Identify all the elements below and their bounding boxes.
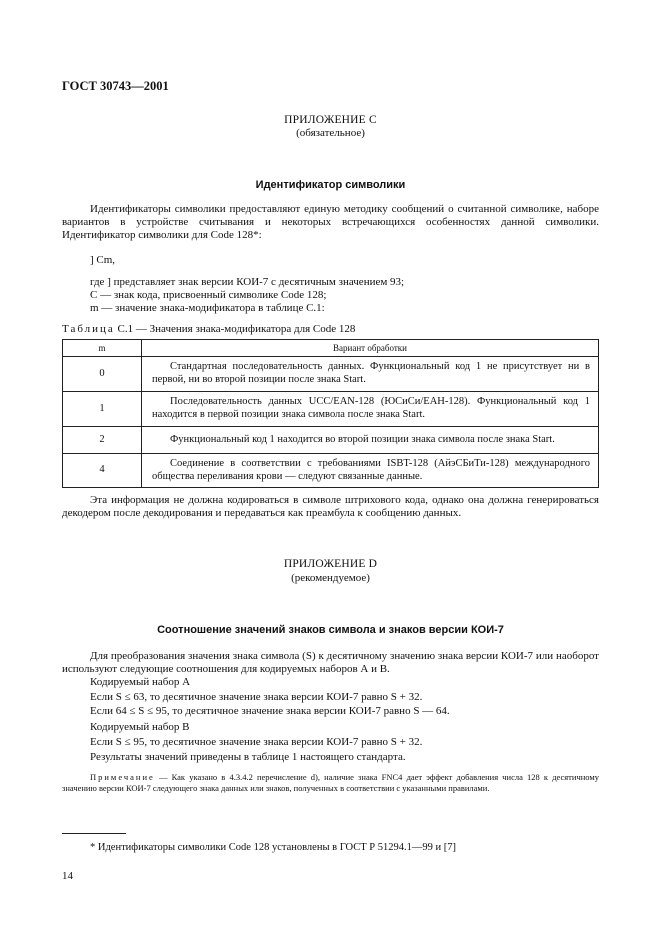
- table-cell-m: 1: [63, 392, 142, 427]
- annex-c-after-table: Эта информация не должна кодироваться в символе штрихового кода, однако она должна генерироваться декодером после декодирования и передаваться как преамбула к сообщению данных.: [62, 494, 599, 519]
- legend-line: С — знак кода, присвоенный символике Code 128;: [90, 289, 327, 301]
- identifier-formula: ] Cm,: [90, 254, 116, 266]
- annex-d-line: Кодируемый набор В: [90, 721, 190, 733]
- modifier-table: [62, 339, 599, 488]
- column-header-m: m: [63, 340, 142, 357]
- annex-d-title: ПРИЛОЖЕНИЕ D: [283, 558, 378, 570]
- table-cell-variant: Соединение в соответствии с требованиями ISBT-128 (АйэСБиТи-128) международного общества переливания крови — следуют связанные данные.: [142, 454, 599, 488]
- annex-d-line: Если S ≤ 95, то десятичное значение знака версии КОИ-7 равно S + 32.: [90, 736, 423, 748]
- annex-d-line: Если S ≤ 63, то десятичное значение знака версии КОИ-7 равно S + 32.: [90, 691, 423, 703]
- annex-d-line: Если 64 ≤ S ≤ 95, то десятичное значение знака версии КОИ-7 равно S — 64.: [90, 705, 450, 717]
- document-header: ГОСТ 30743—2001: [62, 79, 169, 93]
- annex-d-line: Кодируемый набор А: [90, 676, 191, 688]
- footnote: * Идентификаторы символики Code 128 установлены в ГОСТ Р 51294.1—99 и [7]: [90, 842, 456, 853]
- table-header-row: [63, 340, 599, 357]
- table-cell-m: 4: [63, 454, 142, 488]
- annex-c-intro: Идентификаторы символики предоставляют единую методику сообщений о считанной символике, наборе вариантов в устройстве считывания и некоторых встречающихся особенностях данной символики. Идентификатор символики для Code 128*:: [62, 203, 599, 241]
- table-caption: [62, 323, 355, 335]
- table-caption-prefix: Таблица: [62, 323, 115, 335]
- annex-d-status: (рекомендуемое): [291, 572, 370, 584]
- footnote-divider: [62, 833, 126, 834]
- annex-c-status: (обязательное): [296, 127, 365, 139]
- annex-d-note: [62, 772, 599, 794]
- table-cell-variant: Последовательность данных UCC/EAN-128 (ЮСиСи/ЕАН-128). Функциональный код 1 находится в первой позиции знака символа после знака Start.: [142, 392, 599, 427]
- annex-c-title: ПРИЛОЖЕНИЕ С: [284, 114, 377, 126]
- table-cell-variant: Стандартная последовательность данных. Функциональный код 1 не присутствует ни в первой, ни во второй позиции после знака Start.: [142, 357, 599, 392]
- table-row: [63, 427, 599, 454]
- table-cell-m: 0: [63, 357, 142, 392]
- legend-line: где ] представляет знак версии КОИ-7 с десятичным значением 93;: [90, 276, 405, 288]
- table-cell-variant: Функциональный код 1 находится во второй позиции знака символа после знака Start.: [142, 427, 599, 454]
- annex-d-line: Результаты значений приведены в таблице 1 настоящего стандарта.: [90, 751, 406, 763]
- table-caption-text: С.1 — Значения знака-модификатора для Code 128: [117, 323, 356, 335]
- note-prefix: Примечание: [90, 772, 155, 782]
- annex-d-intro: Для преобразования значения знака символа (S) к десятичному значению знака версии КОИ-7 или наоборот используют следующие соотношения для кодируемых наборов А и В.: [62, 650, 599, 675]
- note-text: — Как указано в 4.3.4.2 перечисление d), наличие знака FNC4 дает эффект добавления числа 128 к десятичному значению версии КОИ-7 следующего знака данных или знаков, полученных в соответствии с указанными правилами.: [62, 772, 599, 793]
- column-header-variant: Вариант обработки: [142, 340, 599, 357]
- annex-d-heading: Соотношение значений знаков символа и знаков версии КОИ-7: [157, 624, 504, 636]
- table-row: [63, 357, 599, 392]
- legend-line: m — значение знака-модификатора в таблице С.1:: [90, 302, 325, 314]
- page-number: 14: [62, 870, 73, 882]
- table-row: [63, 454, 599, 488]
- annex-c-heading: Идентификатор символики: [255, 179, 406, 191]
- table-row: [63, 392, 599, 427]
- table-cell-m: 2: [63, 427, 142, 454]
